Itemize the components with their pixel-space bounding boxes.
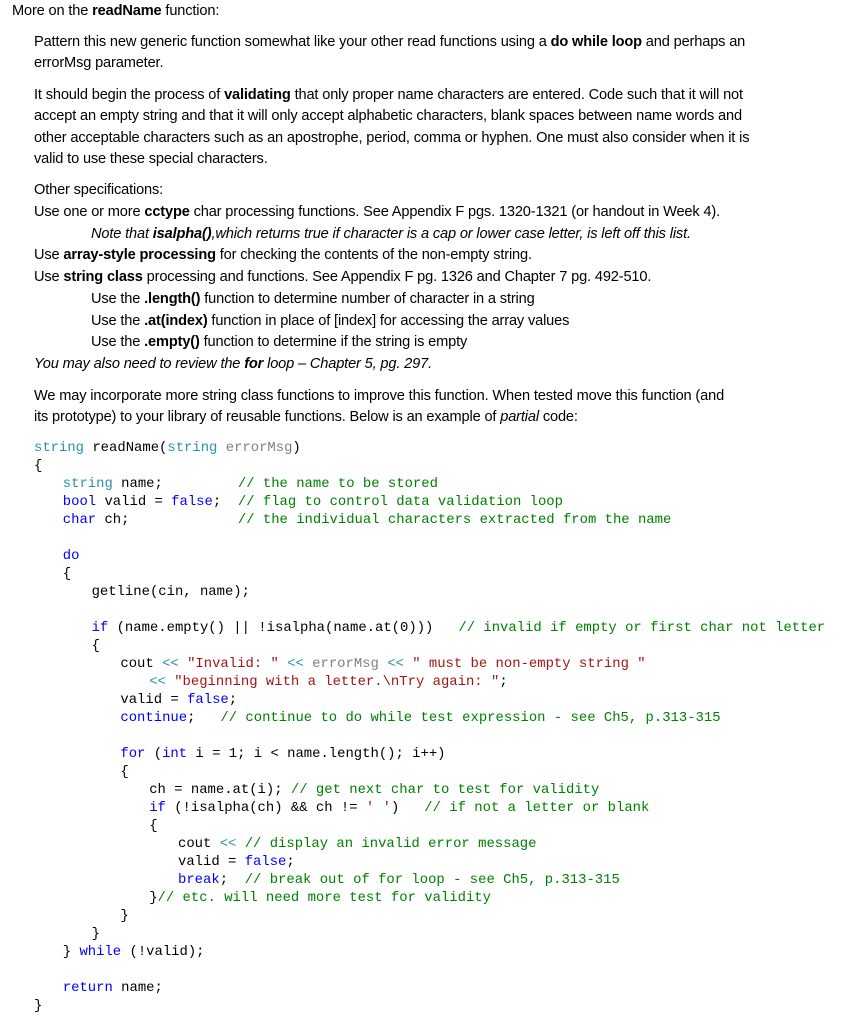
code-line xyxy=(34,457,825,475)
code-token: // etc. will need more test for validity xyxy=(157,890,491,906)
text-segment: other acceptable characters such as an apostrophe, period, comma or hyphen. One must also consider when it is xyxy=(34,130,750,146)
text-segment: do while loop xyxy=(550,34,642,50)
code-token: return xyxy=(62,980,113,996)
code-line xyxy=(34,853,825,871)
text-line xyxy=(34,54,163,72)
code-token: // invalid if empty or first char not letter xyxy=(458,620,826,636)
text-line xyxy=(91,290,535,308)
code-line xyxy=(34,619,825,637)
code-token: if xyxy=(91,620,109,636)
code-token: << xyxy=(219,836,237,852)
code-token: // break out of for loop - see Ch5, p.313-315 xyxy=(244,872,620,888)
code-line xyxy=(34,817,825,835)
code-token xyxy=(279,656,287,672)
text-segment: It should begin the process of xyxy=(34,87,225,103)
code-token: { xyxy=(149,818,158,834)
text-segment: isalpha() xyxy=(152,226,212,242)
text-line xyxy=(34,355,432,373)
code-token: readName( xyxy=(84,440,168,456)
text-segment: for checking the contents of the non-empty string. xyxy=(215,247,532,263)
code-token: string xyxy=(34,440,85,456)
text-line xyxy=(34,181,163,199)
text-line xyxy=(91,225,691,243)
code-token xyxy=(304,656,312,672)
text-segment: that only proper name characters are entered. Code such that it will not xyxy=(290,87,743,103)
text-line xyxy=(34,268,651,286)
text-line xyxy=(34,129,749,147)
code-token: // get next char to test for validity xyxy=(290,782,600,798)
text-segment: More on the xyxy=(12,3,93,19)
code-token: ( xyxy=(145,746,163,762)
code-token: ; xyxy=(286,854,295,870)
code-token: break xyxy=(178,872,220,888)
code-line xyxy=(34,565,825,583)
code-token: ch = name.at(i); xyxy=(149,782,291,798)
code-token xyxy=(379,656,387,672)
code-token: false xyxy=(187,692,229,708)
code-token: string xyxy=(62,476,113,492)
code-token: { xyxy=(120,764,129,780)
text-line xyxy=(34,387,724,405)
code-token: string xyxy=(167,440,218,456)
text-segment: Other specifications: xyxy=(34,182,164,198)
text-line xyxy=(34,203,720,221)
text-segment: errorMsg parameter. xyxy=(34,55,164,71)
code-token: continue xyxy=(120,710,188,726)
text-segment: char processing functions. See Appendix F pgs. 1320-1321 (or handout in Week 4). xyxy=(189,204,721,220)
code-token xyxy=(179,656,187,672)
code-token: // continue to do while test expression - see Ch5, p.313-315 xyxy=(220,710,721,726)
text-segment: its prototype) to your library of reusable functions. Below is an example of xyxy=(34,409,501,425)
text-line xyxy=(34,86,743,104)
code-token: (!isalpha(ch) && ch != xyxy=(165,800,366,816)
code-line xyxy=(34,439,825,457)
code-token xyxy=(236,836,244,852)
text-segment: ,which returns true if character is a cap or lower case letter, is left off this list. xyxy=(211,226,691,242)
text-segment: Pattern this new generic function somewhat like your other read functions using a xyxy=(34,34,551,50)
code-sample xyxy=(34,439,825,1015)
code-token: ch; xyxy=(96,512,238,528)
code-token: ; xyxy=(219,872,245,888)
code-line xyxy=(34,547,825,565)
text-segment: Use the xyxy=(91,291,145,307)
code-line xyxy=(34,529,825,547)
code-line xyxy=(34,709,825,727)
code-token: << xyxy=(287,656,304,672)
code-token: } xyxy=(91,926,100,942)
text-line xyxy=(34,33,745,51)
code-token: false xyxy=(244,854,287,870)
text-segment: .at(index) xyxy=(144,313,208,329)
code-token: ; xyxy=(187,710,221,726)
text-segment: You may also need to review the xyxy=(34,356,245,372)
code-token: cout xyxy=(120,656,163,672)
code-line xyxy=(34,889,825,907)
code-token: valid = xyxy=(178,854,245,870)
text-segment: Use the xyxy=(91,334,145,350)
text-segment: Note that xyxy=(91,226,153,242)
code-token: // if not a letter or blank xyxy=(424,800,650,816)
code-token: cout xyxy=(178,836,220,852)
code-token: for xyxy=(120,746,146,762)
text-segment: validating xyxy=(224,87,291,103)
code-line xyxy=(34,637,825,655)
code-line xyxy=(34,799,825,817)
code-token: char xyxy=(62,512,97,528)
text-line xyxy=(34,150,268,168)
code-token: ; xyxy=(499,674,508,690)
code-token: { xyxy=(34,458,43,474)
code-token: ' ' xyxy=(365,800,391,816)
code-line xyxy=(34,601,825,619)
code-line xyxy=(34,475,825,493)
code-token: valid = xyxy=(96,494,172,510)
code-token: "Invalid: " xyxy=(187,656,279,672)
code-token xyxy=(166,674,174,690)
code-line xyxy=(34,835,825,853)
code-line xyxy=(34,673,825,691)
code-token: } xyxy=(149,890,158,906)
code-token: ) xyxy=(292,440,301,456)
text-segment: Use xyxy=(34,269,64,285)
code-token: "beginning with a letter.\nTry again: " xyxy=(174,674,500,690)
code-token: getline(cin, name); xyxy=(91,584,250,600)
text-segment: .empty() xyxy=(144,334,200,350)
code-line xyxy=(34,727,825,745)
code-token: } xyxy=(120,908,129,924)
code-line xyxy=(34,943,825,961)
code-token: // the individual characters extracted from the name xyxy=(237,512,672,528)
text-segment: string class xyxy=(63,269,143,285)
code-token: } xyxy=(34,998,43,1014)
text-segment: loop – Chapter 5, pg. 297. xyxy=(263,356,432,372)
text-segment: Use the xyxy=(91,313,145,329)
text-line xyxy=(34,246,532,264)
code-token: { xyxy=(91,638,100,654)
code-line xyxy=(34,511,825,529)
text-segment: Use one or more xyxy=(34,204,145,220)
text-line xyxy=(12,2,219,20)
code-line xyxy=(34,655,825,673)
code-token: // flag to control data validation loop xyxy=(237,494,563,510)
code-token: // display an invalid error message xyxy=(244,836,537,852)
text-segment: partial xyxy=(500,409,539,425)
code-token xyxy=(217,440,225,456)
text-segment: function: xyxy=(161,3,220,19)
text-segment: processing and functions. See Appendix F pg. 1326 and Chapter 7 pg. 492-510. xyxy=(142,269,652,285)
code-line xyxy=(34,907,825,925)
code-token: ; xyxy=(212,494,238,510)
text-segment: code: xyxy=(538,409,578,425)
text-segment: .length() xyxy=(144,291,201,307)
code-line xyxy=(34,583,825,601)
text-segment: We may incorporate more string class functions to improve this function. When tested move this function (and xyxy=(34,388,725,404)
code-line xyxy=(34,979,825,997)
code-line xyxy=(34,781,825,799)
code-token: ; xyxy=(228,692,238,708)
code-token: bool xyxy=(62,494,97,510)
code-token: errorMsg xyxy=(225,440,293,456)
code-line xyxy=(34,691,825,709)
text-segment: function to determine number of character in a string xyxy=(200,291,535,307)
code-token: " must be non-empty string " xyxy=(412,656,646,672)
code-token: int xyxy=(162,746,188,762)
code-token: << xyxy=(387,656,404,672)
code-token xyxy=(404,656,412,672)
text-segment: function to determine if the string is empty xyxy=(199,334,468,350)
code-token: do xyxy=(62,548,80,564)
text-segment: Use xyxy=(34,247,64,263)
code-token: // the name to be stored xyxy=(237,476,438,492)
code-line xyxy=(34,493,825,511)
code-line xyxy=(34,997,825,1015)
code-line xyxy=(34,961,825,979)
code-token: i = 1; i < name.length(); i++) xyxy=(187,746,446,762)
code-token: errorMsg xyxy=(312,656,379,672)
code-token: << xyxy=(162,656,179,672)
code-token: name; xyxy=(112,980,163,996)
code-token: (!valid); xyxy=(121,944,205,960)
code-line xyxy=(34,925,825,943)
text-segment: valid to use these special characters. xyxy=(34,151,268,167)
code-line xyxy=(34,745,825,763)
code-token: false xyxy=(171,494,213,510)
text-segment: and perhaps an xyxy=(641,34,746,50)
code-token: ) xyxy=(390,800,425,816)
code-token: (name.empty() || !isalpha(name.at(0))) xyxy=(108,620,459,636)
text-line xyxy=(34,408,578,426)
code-token: { xyxy=(62,566,72,582)
code-line xyxy=(34,871,825,889)
text-segment: array-style processing xyxy=(63,247,216,263)
code-token: valid = xyxy=(120,692,188,708)
code-token: << xyxy=(149,674,166,690)
text-segment: accept an empty string and that it will only accept alphabetic characters, blank spaces between name words and xyxy=(34,108,742,124)
text-line xyxy=(91,312,569,330)
code-token: name; xyxy=(112,476,238,492)
text-segment: for xyxy=(244,356,264,372)
code-token: while xyxy=(79,944,122,960)
code-line xyxy=(34,763,825,781)
text-line xyxy=(34,107,742,125)
code-token: } xyxy=(62,944,80,960)
code-token: if xyxy=(149,800,166,816)
text-line xyxy=(91,333,467,351)
text-segment: function in place of [index] for accessing the array values xyxy=(207,313,570,329)
text-segment: readName xyxy=(92,3,162,19)
text-segment: cctype xyxy=(144,204,190,220)
